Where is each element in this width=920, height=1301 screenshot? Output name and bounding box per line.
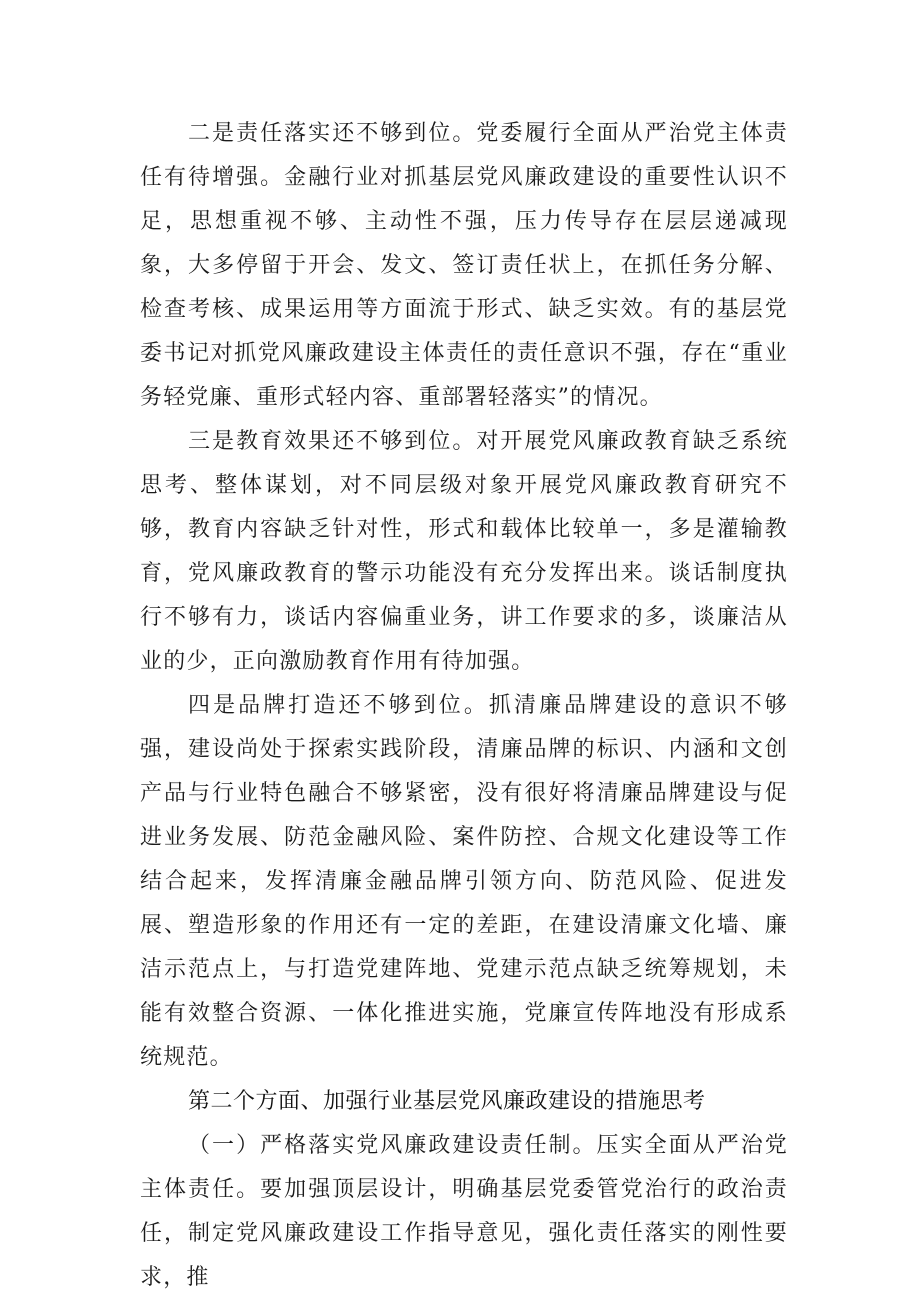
paragraph-education: 三是教育效果还不够到位。对开展党风廉政教育缺乏系统思考、整体谋划，对不同层级对象开展党风廉政教育研究不够，教育内容缺乏针对性，形式和载体比较单一，多是灌输教育，党风廉政教育的警示功能没有充分发挥出来。谈话制度执行不够有力，谈话内容偏重业务，讲工作要求的多，谈廉洁从业的少，正向激励教育作用有待加强。 xyxy=(140,429,788,674)
section-heading: 第二个方面、加强行业基层党风廉政建设的措施思考 xyxy=(188,1089,706,1114)
document-body xyxy=(140,112,788,1300)
paragraph-measures: （一）严格落实党风廉政建设责任制。压实全面从严治党主体责任。要加强顶层设计，明确基层党委管党治行的政治责任，制定党风廉政建设工作指导意见，强化责任落实的刚性要求，推 xyxy=(140,1133,788,1290)
paragraph-brand: 四是品牌打造还不够到位。抓清廉品牌建设的意识不够强，建设尚处于探索实践阶段，清廉品牌的标识、内涵和文创产品与行业特色融合不够紧密，没有很好将清廉品牌建设与促进业务发展、防范金融风险、案件防控、合规文化建设等工作结合起来，发挥清廉金融品牌引领方向、防范风险、促进发展、塑造形象的作用还有一定的差距，在建设清廉文化墙、廉洁示范点上，与打造党建阵地、党建示范点缺乏统筹规划，未能有效整合资源、一体化推进实施，党廉宣传阵地没有形成系统规范。 xyxy=(140,693,788,1070)
paragraph-responsibility: 二是责任落实还不够到位。党委履行全面从严治党主体责任有待增强。金融行业对抓基层党风廉政建设的重要性认识不足，思想重视不够、主动性不强，压力传导存在层层递减现象，大多停留于开会、发文、签订责任状上，在抓任务分解、检查考核、成果运用等方面流于形式、缺乏实效。有的基层党委书记对抓党风廉政建设主体责任的责任意识不强，存在“重业务轻党廉、重形式轻内容、重部署轻落实”的情况。 xyxy=(140,121,788,410)
